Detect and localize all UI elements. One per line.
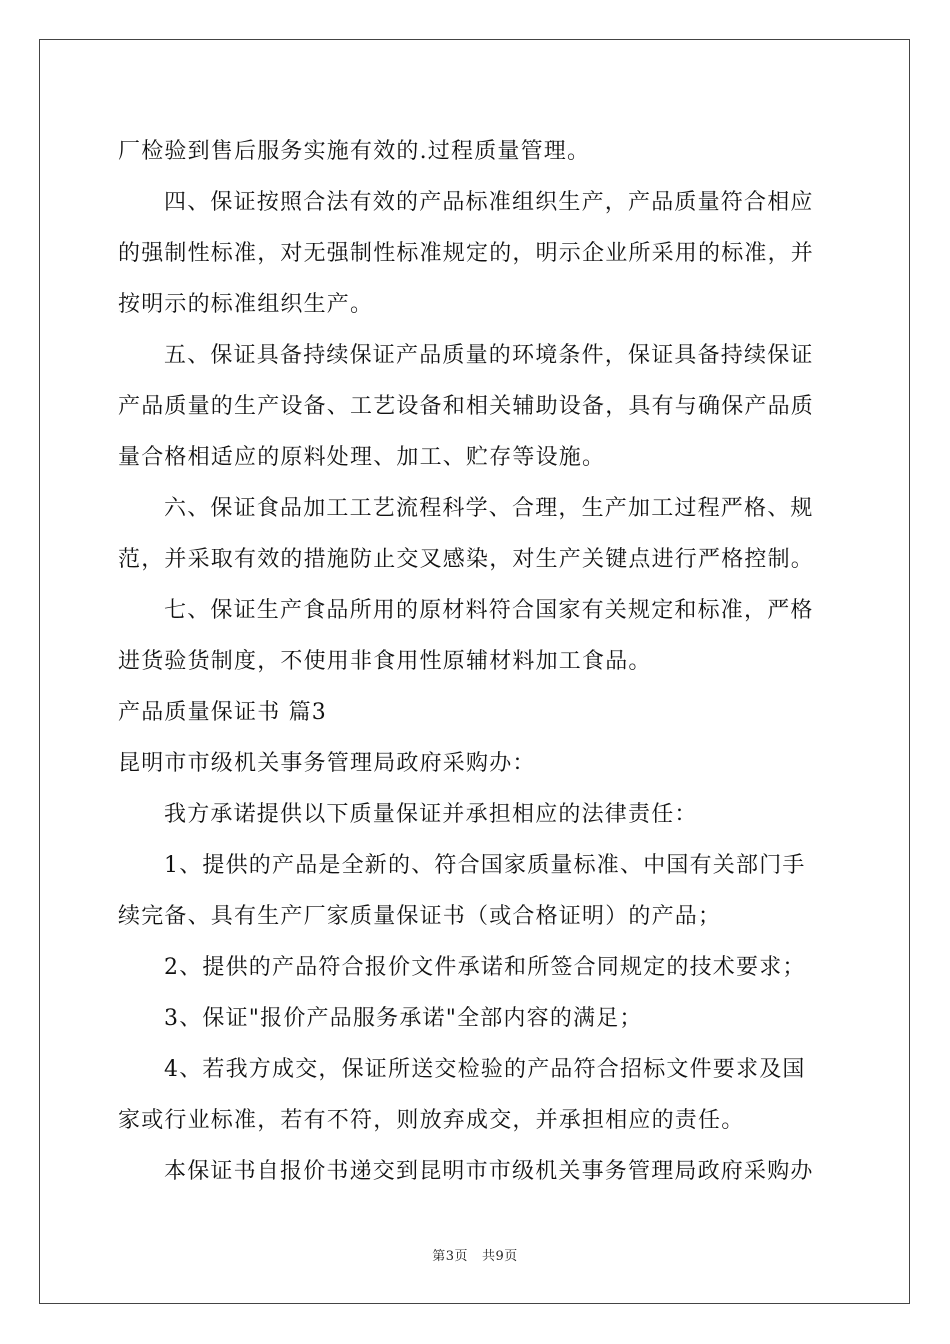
item-4-line: 4、若我方成交，保证所送交检验的产品符合招标文件要求及国	[164, 1057, 806, 1082]
text-line: 量合格相适应的原料处理、加工、贮存等设施。	[118, 445, 606, 470]
text-line: 产品质量的生产设备、工艺设备和相关辅助设备，具有与确保产品质	[118, 394, 815, 419]
commitment-intro: 我方承诺提供以下质量保证并承担相应的法律责任：	[164, 802, 698, 827]
paragraph-6-line: 六、保证食品加工工艺流程科学、合理，生产加工过程严格、规	[164, 496, 814, 521]
paragraph-5-line: 五、保证具备持续保证产品质量的环境条件，保证具备持续保证	[164, 343, 814, 368]
document-body	[118, 126, 833, 1197]
text-line: 进货验货制度，不使用非食用性原辅材料加工食品。	[118, 649, 652, 674]
page-total: 共9页	[482, 1249, 518, 1264]
closing-line: 本保证书自报价书递交到昆明市市级机关事务管理局政府采购办	[164, 1159, 814, 1184]
item-3-line: 3、保证"报价产品服务承诺"全部内容的满足；	[164, 1006, 643, 1031]
section-heading: 产品质量保证书 篇3	[118, 700, 327, 725]
text-line: 续完备、具有生产厂家质量保证书（或合格证明）的产品；	[118, 904, 722, 929]
paragraph-4-line: 四、保证按照合法有效的产品标准组织生产，产品质量符合相应	[164, 190, 814, 215]
paragraph-7-line: 七、保证生产食品所用的原材料符合国家有关规定和标准，严格	[164, 598, 814, 623]
item-1-line: 1、提供的产品是全新的、符合国家质量标准、中国有关部门手	[164, 853, 806, 878]
text-line: 按明示的标准组织生产。	[118, 292, 374, 317]
text-line: 范，并采取有效的措施防止交叉感染，对生产关键点进行严格控制。	[118, 547, 815, 572]
text-line: 厂检验到售后服务实施有效的.过程质量管理。	[118, 139, 591, 164]
page-number: 第3页	[432, 1249, 468, 1264]
text-line: 家或行业标准，若有不符，则放弃成交，并承担相应的责任。	[118, 1108, 745, 1133]
text-line: 的强制性标准，对无强制性标准规定的，明示企业所采用的标准，并	[118, 241, 815, 266]
salutation: 昆明市市级机关事务管理局政府采购办：	[118, 751, 536, 776]
page-footer	[0, 1245, 950, 1264]
item-2-line: 2、提供的产品符合报价文件承诺和所签合同规定的技术要求；	[164, 955, 806, 980]
